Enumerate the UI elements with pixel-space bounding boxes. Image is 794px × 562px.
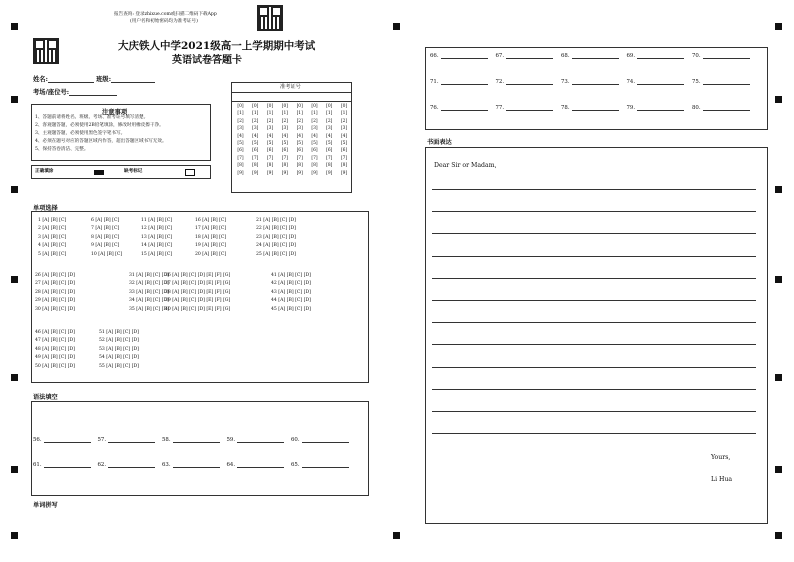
writing-closing: Yours,	[711, 454, 731, 461]
exam-id-bubble[interactable]: [8]	[266, 163, 274, 169]
blank-line[interactable]	[108, 442, 155, 443]
exam-id-column	[309, 103, 320, 177]
report-query-notice: 报告查询: 登录zhixue.com或扫描二维码下载App	[114, 12, 217, 17]
blank-number: 73.	[561, 79, 570, 85]
blank-item	[430, 105, 488, 111]
timing-mark	[775, 23, 782, 30]
choice-question[interactable]: 37 [A] [B] [C] [D] [E] [F] [G]	[165, 281, 231, 287]
notes-box	[31, 104, 211, 161]
choice-question[interactable]: 44 [A] [B] [C] [D]	[271, 298, 311, 304]
exam-id-bubble[interactable]: [3]	[311, 126, 318, 132]
exam-id-bubble[interactable]: [4]	[326, 133, 333, 139]
exam-id-column	[265, 103, 276, 177]
exam-id-bubble[interactable]: [2]	[326, 118, 333, 124]
blank-number: 64.	[226, 462, 236, 468]
timing-mark	[11, 276, 18, 283]
writing-line[interactable]	[432, 189, 756, 190]
blank-line[interactable]	[237, 442, 284, 443]
exam-id-bubble[interactable]: [9]	[252, 170, 259, 176]
exam-id-column	[235, 103, 246, 177]
correct-fill-label: 正确填涂	[35, 169, 54, 174]
choice-question[interactable]: 49 [A] [B] [C] [D]	[35, 355, 75, 361]
choice-question[interactable]: 17 [A] [B] [C]	[195, 226, 227, 232]
exam-id-bubble[interactable]: [7]	[296, 155, 303, 161]
notes-item: 5、保持答卷清洁、完整。	[35, 147, 89, 152]
choice-question[interactable]: 54 [A] [B] [C] [D]	[99, 355, 139, 361]
exam-id-bubble[interactable]: [1]	[237, 111, 244, 117]
blank-item	[692, 79, 750, 85]
exam-id-bubble[interactable]: [6]	[252, 148, 259, 154]
blank-item	[98, 437, 156, 443]
exam-id-bubble[interactable]: [6]	[281, 148, 288, 154]
single-choice-box	[31, 211, 369, 383]
blank-number: 66.	[430, 53, 439, 59]
blank-item	[162, 462, 220, 468]
exam-id-bubble[interactable]: [5]	[252, 141, 259, 147]
blank-item	[561, 105, 619, 111]
timing-mark	[775, 276, 782, 283]
blank-number: 60.	[291, 437, 300, 443]
exam-id-bubble[interactable]: [5]	[266, 141, 274, 147]
choice-question[interactable]: 48 [A] [B] [C] [D]	[35, 346, 75, 352]
exam-id-bubble[interactable]: [7]	[340, 155, 348, 161]
choice-question[interactable]: 6 [A] [B] [C]	[91, 218, 120, 223]
blank-item	[496, 79, 554, 85]
exam-id-bubble[interactable]: [0]	[296, 104, 303, 109]
blank-line[interactable]	[302, 442, 349, 443]
timing-mark	[11, 466, 18, 473]
choice-question[interactable]: 27 [A] [B] [C] [D]	[35, 281, 75, 287]
blank-item	[430, 79, 488, 85]
exam-id-bubble[interactable]: [2]	[296, 118, 303, 124]
choice-question[interactable]: 47 [A] [B] [C] [D]	[35, 338, 75, 344]
blank-number: 67.	[495, 53, 505, 59]
writing-line[interactable]	[432, 256, 756, 257]
blank-line[interactable]	[237, 467, 284, 468]
choice-question[interactable]: 14 [A] [B] [C]	[141, 243, 173, 249]
blank-item	[627, 53, 685, 59]
exam-id-bubble[interactable]: [1]	[281, 111, 288, 117]
fill-example-box	[31, 165, 211, 179]
writing-line[interactable]	[432, 300, 756, 301]
blank-item	[291, 437, 349, 443]
choice-question[interactable]: 22 [A] [B] [C] [D]	[256, 226, 296, 232]
exam-id-bubble[interactable]: [2]	[311, 118, 318, 124]
exam-id-bubble[interactable]: [0]	[281, 104, 288, 109]
blank-number: 70.	[692, 53, 701, 59]
choice-question[interactable]: 13 [A] [B] [C]	[141, 234, 173, 240]
choice-question[interactable]: 1 [A] [B] [C]	[38, 218, 67, 223]
writing-line[interactable]	[432, 211, 756, 212]
blank-item	[98, 462, 156, 468]
blank-line[interactable]	[506, 110, 553, 111]
exam-id-bubble[interactable]: [9]	[296, 170, 303, 176]
exam-id-bubble[interactable]: [0]	[237, 104, 244, 109]
timing-mark	[11, 374, 18, 381]
writing-line[interactable]	[432, 278, 756, 279]
blank-number: 77.	[495, 105, 505, 111]
class-field[interactable]	[111, 82, 155, 83]
choice-question[interactable]: 42 [A] [B] [C] [D]	[271, 281, 311, 287]
blank-line[interactable]	[44, 442, 91, 443]
writing-line[interactable]	[432, 344, 756, 345]
blank-item	[692, 105, 750, 111]
choice-question[interactable]: 43 [A] [B] [C] [D]	[271, 289, 311, 295]
exam-id-bubble[interactable]: [5]	[237, 141, 244, 147]
exam-id-bubble[interactable]: [9]	[326, 170, 333, 176]
exam-id-bubble[interactable]: [5]	[281, 141, 288, 147]
exam-id-bubble[interactable]: [2]	[281, 118, 288, 124]
blank-line[interactable]	[572, 58, 619, 59]
blank-number: 58.	[162, 437, 171, 443]
exam-id-bubble[interactable]: [6]	[266, 148, 274, 154]
choice-question[interactable]: 29 [A] [B] [C] [D]	[35, 298, 75, 304]
blank-line[interactable]	[637, 58, 684, 59]
choice-question[interactable]: 11 [A] [B] [C]	[141, 218, 173, 223]
exam-id-bubble[interactable]: [8]	[237, 163, 244, 169]
choice-question[interactable]: 53 [A] [B] [C] [D]	[99, 346, 139, 352]
blank-item	[496, 53, 554, 59]
exam-id-bubble[interactable]: [1]	[296, 111, 303, 117]
choice-question[interactable]: 10 [A] [B] [C]	[91, 251, 123, 257]
exam-id-bubble[interactable]: [3]	[266, 126, 274, 132]
choice-question[interactable]: 55 [A] [B] [C] [D]	[99, 363, 139, 369]
blank-line[interactable]	[572, 110, 619, 111]
exam-id-bubble[interactable]: [4]	[266, 133, 274, 139]
exam-id-bubble[interactable]: [4]	[281, 133, 288, 139]
choice-question[interactable]: 52 [A] [B] [C] [D]	[99, 338, 139, 344]
page-subtitle: 英语试卷答题卡	[172, 55, 242, 66]
exam-id-bubble[interactable]: [7]	[252, 155, 259, 161]
notes-item: 4、必须在题号对应的答题区域内作答，超出答题区域书写无效。	[35, 139, 167, 144]
exam-id-bubble[interactable]: [2]	[340, 118, 348, 124]
section-word-spelling: 单词拼写	[33, 502, 58, 509]
choice-question[interactable]: 5 [A] [B] [C]	[38, 251, 67, 257]
exam-id-bubble[interactable]: [6]	[296, 148, 303, 154]
writing-signature: Li Hua	[711, 476, 733, 483]
exam-id-bubble[interactable]: [0]	[266, 104, 274, 109]
exam-id-bubble[interactable]: [0]	[311, 104, 318, 109]
blank-number: 61.	[33, 462, 42, 468]
choice-question[interactable]: 45 [A] [B] [C] [D]	[271, 306, 311, 312]
section-single-choice: 单项选择	[33, 205, 58, 212]
blank-line[interactable]	[703, 58, 750, 59]
blank-number: 75.	[692, 79, 701, 85]
blank-item	[692, 53, 750, 59]
choice-question[interactable]: 50 [A] [B] [C] [D]	[35, 363, 75, 369]
timing-mark	[775, 374, 782, 381]
choice-question[interactable]: 24 [A] [B] [C] [D]	[256, 243, 296, 249]
blank-number: 65.	[291, 462, 300, 468]
blank-line[interactable]	[44, 467, 91, 468]
blank-number: 56.	[33, 437, 42, 443]
choice-question[interactable]: 20 [A] [B] [C]	[195, 251, 227, 257]
exam-id-bubble[interactable]: [6]	[237, 148, 244, 154]
timing-mark	[11, 186, 18, 193]
blank-item	[496, 105, 554, 111]
exam-id-column	[294, 103, 305, 177]
notes-item: 3、主观题答题，必须使用黑色签字笔书写。	[35, 131, 126, 136]
choice-question[interactable]: 32 [A] [B] [C] [D]	[129, 281, 169, 287]
blank-line[interactable]	[506, 84, 553, 85]
exam-id-bubble[interactable]: [7]	[266, 155, 274, 161]
blank-number: 74.	[626, 79, 636, 85]
timing-mark	[775, 466, 782, 473]
exam-id-bubble[interactable]: [1]	[252, 111, 259, 117]
section-grammar-fill: 语法填空	[33, 394, 58, 401]
exam-id-bubble[interactable]: [3]	[340, 126, 348, 132]
word-spelling-box	[425, 47, 768, 130]
correct-fill-sample	[94, 170, 104, 175]
exam-id-column	[339, 103, 350, 177]
choice-question[interactable]: 19 [A] [B] [C]	[195, 243, 227, 249]
blank-line[interactable]	[703, 110, 750, 111]
exam-id-bubble[interactable]: [8]	[281, 163, 288, 169]
blank-number: 71.	[430, 79, 439, 85]
choice-question[interactable]: 41 [A] [B] [C] [D]	[271, 273, 311, 278]
notes-item: 2、客观题答题，必须使用2B铅笔填涂，修改时用橡皮擦干净。	[35, 123, 164, 128]
exam-id-bubble[interactable]: [3]	[237, 126, 244, 132]
choice-question[interactable]: 26 [A] [B] [C] [D]	[35, 273, 75, 278]
exam-id-bubble[interactable]: [5]	[311, 141, 318, 147]
blank-line[interactable]	[572, 84, 619, 85]
blank-item	[627, 105, 685, 111]
exam-id-bubble[interactable]: [3]	[252, 126, 259, 132]
timing-mark	[393, 532, 400, 539]
timing-mark	[11, 23, 18, 30]
exam-id-bubble[interactable]: [7]	[311, 155, 318, 161]
blank-line[interactable]	[302, 467, 349, 468]
grammar-fill-box	[31, 401, 369, 496]
choice-question[interactable]: 30 [A] [B] [C] [D]	[35, 306, 75, 312]
exam-id-bubble[interactable]: [2]	[266, 118, 274, 124]
choice-question[interactable]: 8 [A] [B] [C]	[91, 234, 120, 240]
blank-item	[291, 462, 349, 468]
name-label: 姓名:	[33, 76, 48, 83]
writing-line[interactable]	[432, 367, 756, 368]
exam-id-bubble[interactable]: [8]	[311, 163, 318, 169]
blank-number: 79.	[626, 105, 636, 111]
exam-id-bubble[interactable]: [4]	[252, 133, 259, 139]
blank-number: 80.	[692, 105, 701, 111]
blank-line[interactable]	[637, 84, 684, 85]
blank-line[interactable]	[173, 442, 220, 443]
name-field-row	[33, 74, 155, 83]
blank-line[interactable]	[173, 467, 220, 468]
writing-line[interactable]	[432, 411, 756, 412]
exam-id-column	[279, 103, 290, 177]
blank-number: 69.	[626, 53, 636, 59]
exam-id-bubble[interactable]: [9]	[237, 170, 244, 176]
choice-question[interactable]: 35 [A] [B] [C] [D]	[129, 306, 169, 312]
blank-line[interactable]	[441, 110, 488, 111]
exam-id-write-row[interactable]	[232, 93, 351, 102]
exam-id-bubble[interactable]: [1]	[311, 111, 318, 117]
choice-question[interactable]: 15 [A] [B] [C]	[141, 251, 173, 257]
choice-question[interactable]: 2 [A] [B] [C]	[38, 226, 67, 232]
choice-question[interactable]: 3 [A] [B] [C]	[38, 234, 67, 240]
choice-question[interactable]: 16 [A] [B] [C]	[195, 218, 227, 223]
exam-id-bubble[interactable]: [4]	[311, 133, 318, 139]
choice-question[interactable]: 46 [A] [B] [C] [D]	[35, 330, 75, 335]
exam-id-bubble[interactable]: [7]	[237, 155, 244, 161]
exam-id-bubble[interactable]: [5]	[296, 141, 303, 147]
seat-label: 考场/座位号:	[33, 89, 70, 96]
choice-question[interactable]: 4 [A] [B] [C]	[38, 243, 67, 249]
section-writing: 书面表达	[427, 139, 452, 146]
exam-id-bubble[interactable]: [6]	[326, 148, 333, 154]
blank-item	[227, 462, 285, 468]
choice-question[interactable]: 9 [A] [B] [C]	[91, 243, 120, 249]
choice-question[interactable]: 51 [A] [B] [C] [D]	[99, 330, 139, 335]
exam-id-bubble[interactable]: [8]	[326, 163, 333, 169]
writing-line[interactable]	[432, 322, 756, 323]
blank-number: 63.	[162, 462, 171, 468]
notes-title: 注意事项	[102, 109, 128, 116]
exam-id-bubble[interactable]: [4]	[237, 133, 244, 139]
exam-id-bubble[interactable]: [3]	[281, 126, 288, 132]
exam-id-bubble[interactable]: [5]	[340, 141, 348, 147]
blank-number: 76.	[430, 105, 439, 111]
exam-id-bubble[interactable]: [9]	[340, 170, 348, 176]
blank-item	[33, 437, 91, 443]
blank-line[interactable]	[108, 467, 155, 468]
exam-id-bubble[interactable]: [0]	[340, 104, 348, 109]
exam-id-bubble[interactable]: [4]	[340, 133, 348, 139]
choice-question[interactable]: 18 [A] [B] [C]	[195, 234, 227, 240]
exam-id-bubble[interactable]: [4]	[296, 133, 303, 139]
exam-id-bubble[interactable]: [8]	[340, 163, 348, 169]
blank-item	[227, 437, 285, 443]
exam-id-bubble[interactable]: [3]	[326, 126, 333, 132]
login-hint: (用户名和初始密码均为准考证号)	[130, 19, 198, 24]
blank-line[interactable]	[441, 58, 488, 59]
exam-id-bubble[interactable]: [7]	[281, 155, 288, 161]
exam-id-title: 准考证号	[280, 84, 301, 90]
timing-mark	[775, 186, 782, 193]
seat-field[interactable]	[69, 95, 117, 96]
choice-question[interactable]: 31 [A] [B] [C] [D]	[129, 273, 169, 278]
exam-id-bubble[interactable]: [2]	[252, 118, 259, 124]
exam-id-bubble[interactable]: [5]	[326, 141, 333, 147]
choice-question[interactable]: 40 [A] [B] [C] [D] [E] [F] [G]	[165, 306, 231, 312]
exam-id-bubble[interactable]: [7]	[326, 155, 333, 161]
exam-id-bubble[interactable]: [6]	[311, 148, 318, 154]
exam-id-bubble[interactable]: [0]	[326, 104, 333, 109]
writing-salutation: Dear Sir or Madam,	[434, 162, 497, 169]
blank-item	[430, 53, 488, 59]
exam-id-bubble[interactable]: [9]	[281, 170, 288, 176]
blank-item	[561, 53, 619, 59]
timing-mark	[775, 532, 782, 539]
writing-line[interactable]	[432, 433, 756, 434]
exam-id-column	[250, 103, 261, 177]
choice-question[interactable]: 36 [A] [B] [C] [D] [E] [F] [G]	[165, 273, 231, 278]
blank-item	[561, 79, 619, 85]
blank-number: 68.	[561, 53, 570, 59]
blank-line[interactable]	[506, 58, 553, 59]
choice-question[interactable]: 7 [A] [B] [C]	[91, 226, 120, 232]
choice-question[interactable]: 34 [A] [B] [C] [D]	[129, 298, 169, 304]
writing-line[interactable]	[432, 233, 756, 234]
timing-mark	[393, 23, 400, 30]
blank-number: 59.	[226, 437, 236, 443]
exam-id-bubble[interactable]: [2]	[237, 118, 244, 124]
blank-line[interactable]	[637, 110, 684, 111]
choice-question[interactable]: 28 [A] [B] [C] [D]	[35, 289, 75, 295]
blank-item	[162, 437, 220, 443]
timing-mark	[775, 96, 782, 103]
writing-line[interactable]	[432, 389, 756, 390]
blank-number: 57.	[97, 437, 107, 443]
exam-id-bubble[interactable]: [9]	[266, 170, 274, 176]
exam-id-column	[324, 103, 335, 177]
blank-line[interactable]	[441, 84, 488, 85]
exam-id-bubble[interactable]: [1]	[326, 111, 333, 117]
blank-item	[627, 79, 685, 85]
page-title: 大庆铁人中学2021级高一上学期期中考试	[118, 40, 316, 52]
exam-id-bubble[interactable]: [8]	[296, 163, 303, 169]
exam-id-bubble[interactable]: [1]	[340, 111, 348, 117]
exam-id-bubble[interactable]: [6]	[340, 148, 348, 154]
name-field[interactable]	[48, 82, 94, 83]
choice-question[interactable]: 39 [A] [B] [C] [D] [E] [F] [G]	[165, 298, 231, 304]
app-qr-code	[257, 5, 283, 31]
exam-id-bubble[interactable]: [3]	[296, 126, 303, 132]
notes-item: 1、答题前请将姓名、班级、考场、准考证号填写清楚。	[35, 115, 149, 120]
student-qr-code	[33, 38, 59, 64]
blank-number: 72.	[495, 79, 505, 85]
missing-mark-checkbox[interactable]	[185, 169, 195, 176]
choice-question[interactable]: 25 [A] [B] [C] [D]	[256, 251, 296, 257]
seat-field-row	[33, 87, 117, 96]
choice-question[interactable]: 12 [A] [B] [C]	[141, 226, 173, 232]
class-label: 班级:	[96, 76, 112, 83]
blank-number: 62.	[97, 462, 107, 468]
timing-mark	[11, 96, 18, 103]
exam-id-bubble[interactable]: [8]	[252, 163, 259, 169]
blank-number: 78.	[561, 105, 570, 111]
timing-mark	[11, 532, 18, 539]
exam-id-box	[231, 82, 352, 193]
exam-id-bubble[interactable]: [0]	[252, 104, 259, 109]
choice-question[interactable]: 23 [A] [B] [C] [D]	[256, 234, 296, 240]
blank-item	[33, 462, 91, 468]
missing-mark-label: 缺考标记	[124, 169, 143, 174]
exam-id-bubble[interactable]: [9]	[311, 170, 318, 176]
writing-box	[425, 147, 768, 524]
blank-line[interactable]	[703, 84, 750, 85]
choice-question[interactable]: 38 [A] [B] [C] [D] [E] [F] [G]	[165, 289, 231, 295]
choice-question[interactable]: 33 [A] [B] [C] [D]	[129, 289, 169, 295]
choice-question[interactable]: 21 [A] [B] [C] [D]	[256, 218, 296, 223]
exam-id-bubble[interactable]: [1]	[266, 111, 274, 117]
